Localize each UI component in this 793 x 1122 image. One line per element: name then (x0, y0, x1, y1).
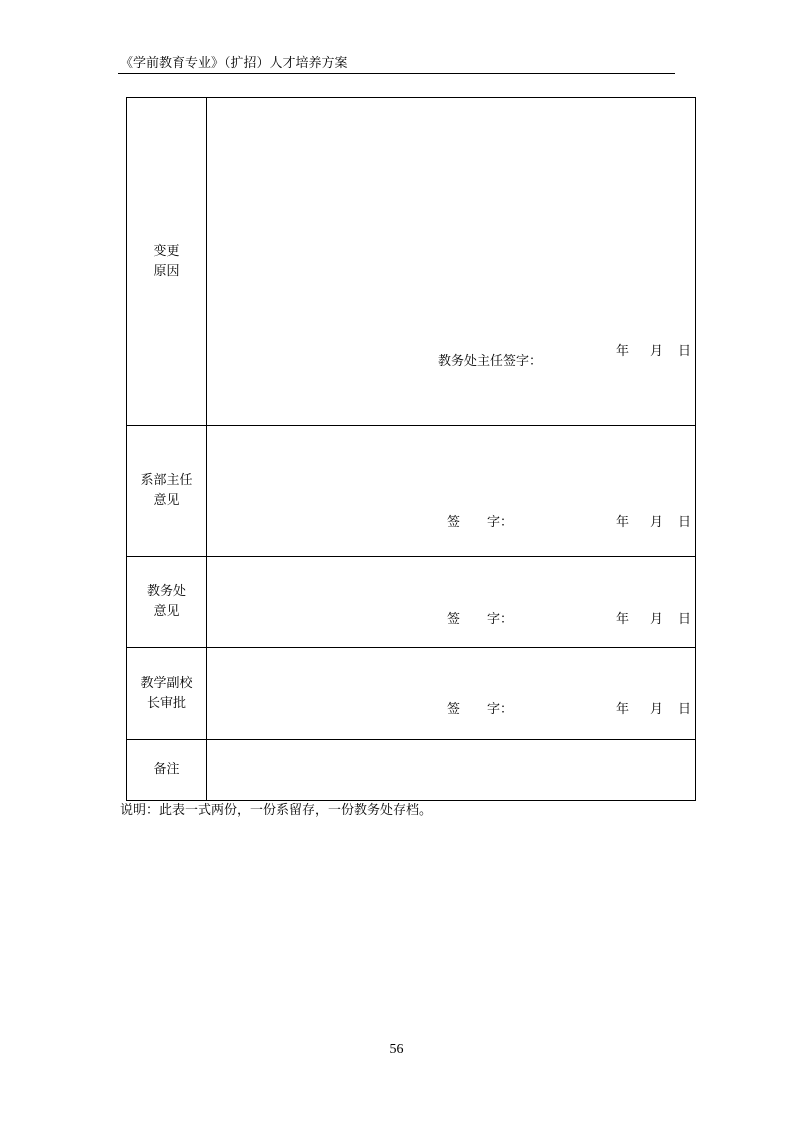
label-change-reason: 变更 原因 (153, 243, 180, 279)
label-cell-dept-head (127, 426, 207, 556)
label-cell-academic-affairs (127, 557, 207, 647)
date-day: 日 (678, 344, 692, 359)
form-note: 说明：此表一式两份，一份系留存，一份教务处存档。 (120, 803, 433, 818)
row-vice-principal (127, 648, 695, 740)
row-dept-head (127, 426, 695, 557)
label-vice-principal: 教学副校 长审批 (140, 675, 193, 711)
date-year: 年 (616, 515, 630, 530)
document-header-title: 《学前教育专业》（扩招）人才培养方案 (120, 56, 348, 71)
date-month: 月 (650, 344, 664, 359)
sign-char-1: 签 (447, 612, 461, 627)
label-cell-change-reason (127, 98, 207, 425)
row-change-reason (127, 98, 695, 426)
field-dept-head-opinion[interactable] (207, 426, 695, 556)
date-month: 月 (650, 702, 664, 717)
signature-label-director: 教务处主任签字： (438, 354, 543, 369)
label-remarks: 备注 (153, 762, 180, 777)
label-dept-head: 系部主任 意见 (140, 473, 193, 508)
date-day: 日 (678, 515, 692, 530)
date-year: 年 (616, 702, 630, 717)
field-vice-principal-approval[interactable] (207, 648, 695, 739)
date-month: 月 (650, 515, 664, 530)
date-year: 年 (616, 344, 630, 359)
change-approval-form (126, 97, 696, 801)
sign-char-1: 签 (447, 702, 461, 717)
date-month: 月 (650, 612, 664, 627)
sign-char-2: 字： (487, 515, 514, 530)
header-rule (118, 73, 675, 74)
row-academic-affairs (127, 557, 695, 648)
label-cell-remarks (127, 740, 207, 800)
page-number: 56 (389, 1042, 404, 1057)
row-remarks (127, 740, 695, 800)
field-remarks[interactable] (207, 740, 695, 800)
sign-char-2: 字： (487, 612, 514, 627)
date-day: 日 (678, 612, 692, 627)
field-change-reason[interactable] (207, 98, 695, 425)
date-year: 年 (616, 612, 630, 627)
sign-char-2: 字： (487, 702, 514, 717)
label-academic-affairs: 教务处 意见 (146, 584, 186, 619)
sign-char-1: 签 (447, 515, 461, 530)
label-cell-vice-principal (127, 648, 207, 739)
field-academic-affairs-opinion[interactable] (207, 557, 695, 647)
date-day: 日 (678, 702, 692, 717)
